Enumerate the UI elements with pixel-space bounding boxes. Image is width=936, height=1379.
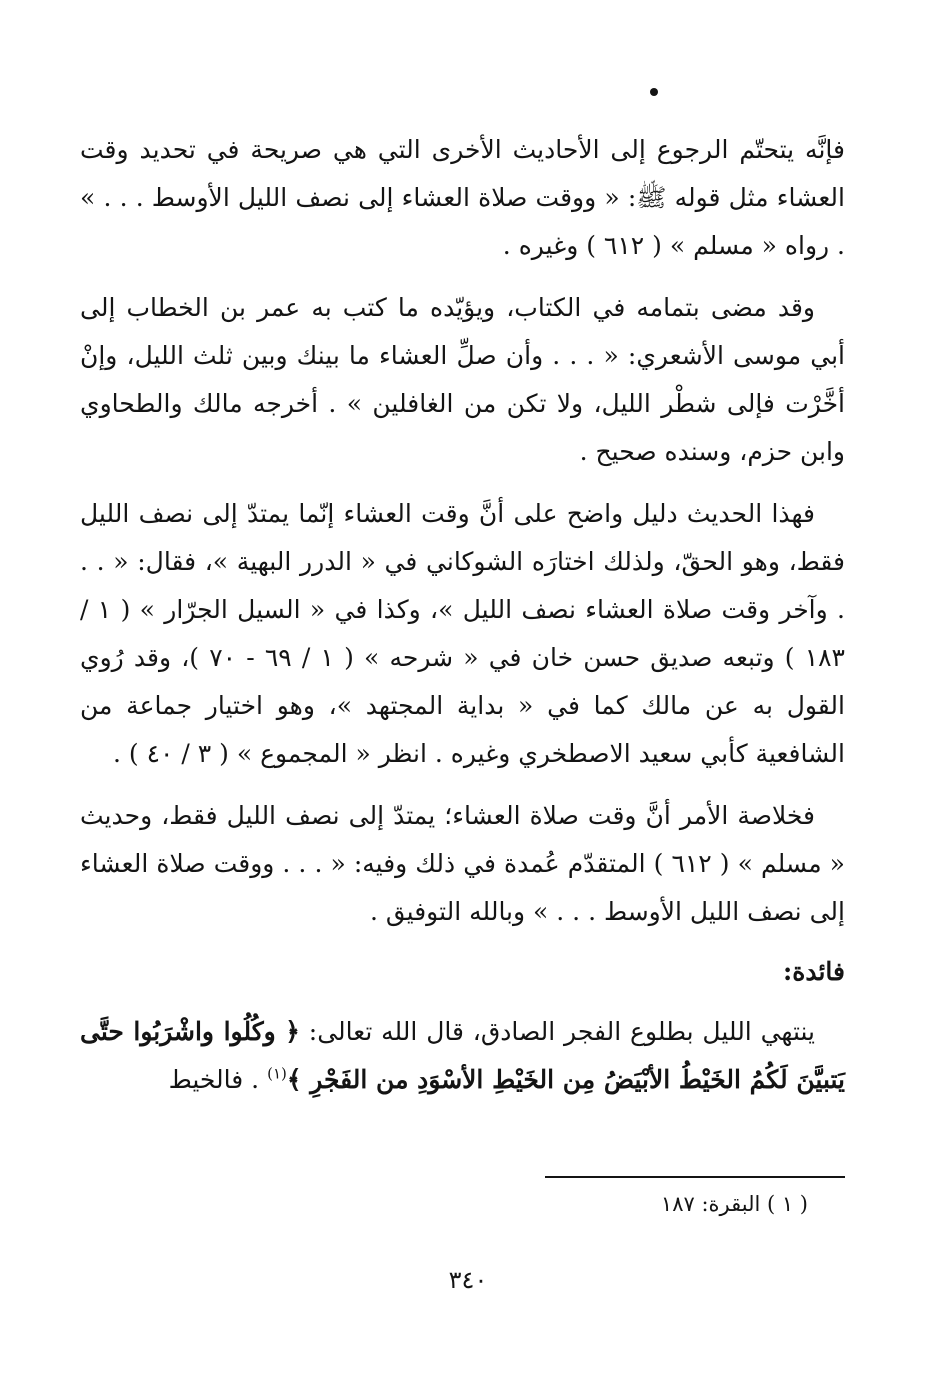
paragraph-3: فهذا الحديث دليل واضح على أنَّ وقت العشاء إنّما يمتدّ إلى نصف الليل فقط، وهو الحقّ، ولذلك اختارَه الشوكاني في « الدرر البهية »، فقال: « . . . وآخر وقت صلاة العشاء نصف الليل »، وكذا في « السيل الجرّار » ( ١ / ١٨٣ ) وتبعه صديق حسن خان في « شرحه » ( ١ / ٦٩ - ٧٠ )، وقد رُوي القول به عن مالك كما في « بداية المجتهد »، وهو اختيار جماعة من الشافعية كأبي سعيد الاصطخري وغيره . انظر « المجموع » ( ٣ / ٤٠ ) . <box>80 499 845 768</box>
paragraph-1: فإنَّه يتحتّم الرجوع إلى الأحاديث الأخرى التي هي صريحة في تحديد وقت العشاء مثل قوله ﷺ: « ووقت صلاة العشاء إلى نصف الليل الأوسط . . . » . رواه « مسلم » ( ٦١٢ ) وغيره . <box>80 135 845 260</box>
page-number: ٣٤٠ <box>448 1266 488 1294</box>
ornament-dot <box>650 88 658 96</box>
paragraph-5-tail: . فالخيط <box>168 1065 268 1094</box>
page-body <box>80 126 845 1104</box>
quran-verse: ﴿ وكُلُوا واشْرَبُوا حتَّى يَتبيَّنَ لَكُمُ الخَيْطُ الأبْيَضُ مِن الخَيْطِ الأسْوَدِ من الفَجْرِ ﴾ <box>80 1017 845 1094</box>
section-heading: فائدة: <box>783 957 845 986</box>
paragraph-5-lead: ينتهي الليل بطلوع الفجر الصادق، قال الله تعالى: <box>299 1017 815 1046</box>
footnote-separator <box>545 1176 845 1178</box>
footnote-marker: (١) <box>267 1064 287 1083</box>
paragraph-2: وقد مضى بتمامه في الكتاب، ويؤيّده ما كتب به عمر بن الخطاب إلى أبي موسى الأشعري: « . . . وأن صلِّ العشاء ما بينك وبين ثلث الليل، وإنْ أخَّرْت فإلى شطْر الليل، ولا تكن من الغافلين » . أخرجه مالك والطحاوي وابن حزم، وسنده صحيح . <box>80 293 845 466</box>
footnote: ( ١ ) البقرة: ١٨٧ <box>660 1192 808 1216</box>
paragraph-5 <box>80 1008 845 1104</box>
paragraph-4: فخلاصة الأمر أنَّ وقت صلاة العشاء؛ يمتدّ إلى نصف الليل فقط، وحديث « مسلم » ( ٦١٢ ) المتقدّم عُمدة في ذلك وفيه: « . . . ووقت صلاة العشاء إلى نصف الليل الأوسط . . . » وبالله التوفيق . <box>80 801 845 926</box>
